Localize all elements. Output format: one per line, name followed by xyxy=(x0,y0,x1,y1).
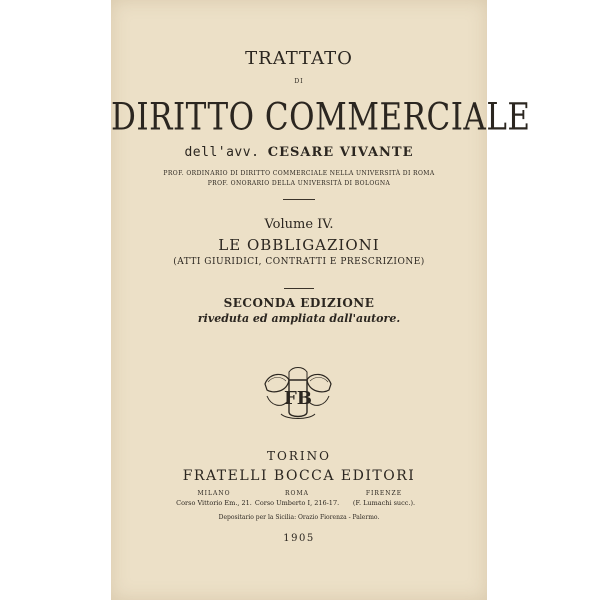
divider-rule xyxy=(284,288,314,289)
author-credential-1: PROF. ORDINARIO DI DIRITTO COMMERCIALE NELLA UNIVERSITÀ DI ROMA xyxy=(163,170,435,177)
emblem-monogram: FB xyxy=(284,388,312,409)
author-prefix: dell'avv. xyxy=(184,145,268,160)
publisher-name: FRATELLI BOCCA EDITORI xyxy=(182,468,416,484)
edition-note: riveduta ed ampliata dall'autore. xyxy=(197,312,401,325)
branch-firenze xyxy=(329,490,439,507)
author-credential-2: PROF. ONORARIO DELLA UNIVERSITÀ DI BOLOGNA xyxy=(207,180,391,187)
branch-address: Corso Umberto I, 216-17. xyxy=(254,499,340,507)
series-title: TRATTATO xyxy=(245,48,353,69)
publication-year: 1905 xyxy=(283,533,315,544)
branch-city: FIRENZE xyxy=(365,490,403,497)
volume-subject-detail: (ATTI GIURIDICI, CONTRATTI E PRESCRIZIONE) xyxy=(173,257,425,267)
author-name: CESARE VIVANTE xyxy=(267,145,414,160)
publisher-emblem-icon xyxy=(259,362,337,422)
branch-address: Corso Vittorio Em., 21. xyxy=(176,499,252,507)
book-title: DIRITTO COMMERCIALE xyxy=(111,96,531,140)
branch-list xyxy=(111,490,487,510)
divider-rule xyxy=(283,199,315,200)
author-line xyxy=(111,145,487,160)
volume-number: Volume IV. xyxy=(264,217,334,232)
branch-city: MILANO xyxy=(197,490,231,497)
title-page xyxy=(111,0,531,600)
branch-address: (F. Lumachi succ.). xyxy=(352,499,416,507)
preposition: DI xyxy=(294,78,304,85)
branch-city: ROMA xyxy=(285,490,309,497)
edition-label: SECONDA EDIZIONE xyxy=(223,296,375,310)
volume-subject: LE OBBLIGAZIONI xyxy=(218,236,380,254)
publisher-city: TORINO xyxy=(267,449,331,463)
depositary-note: Depositario per la Sicilia: Orazio Fiorenza - Palermo. xyxy=(218,514,380,521)
